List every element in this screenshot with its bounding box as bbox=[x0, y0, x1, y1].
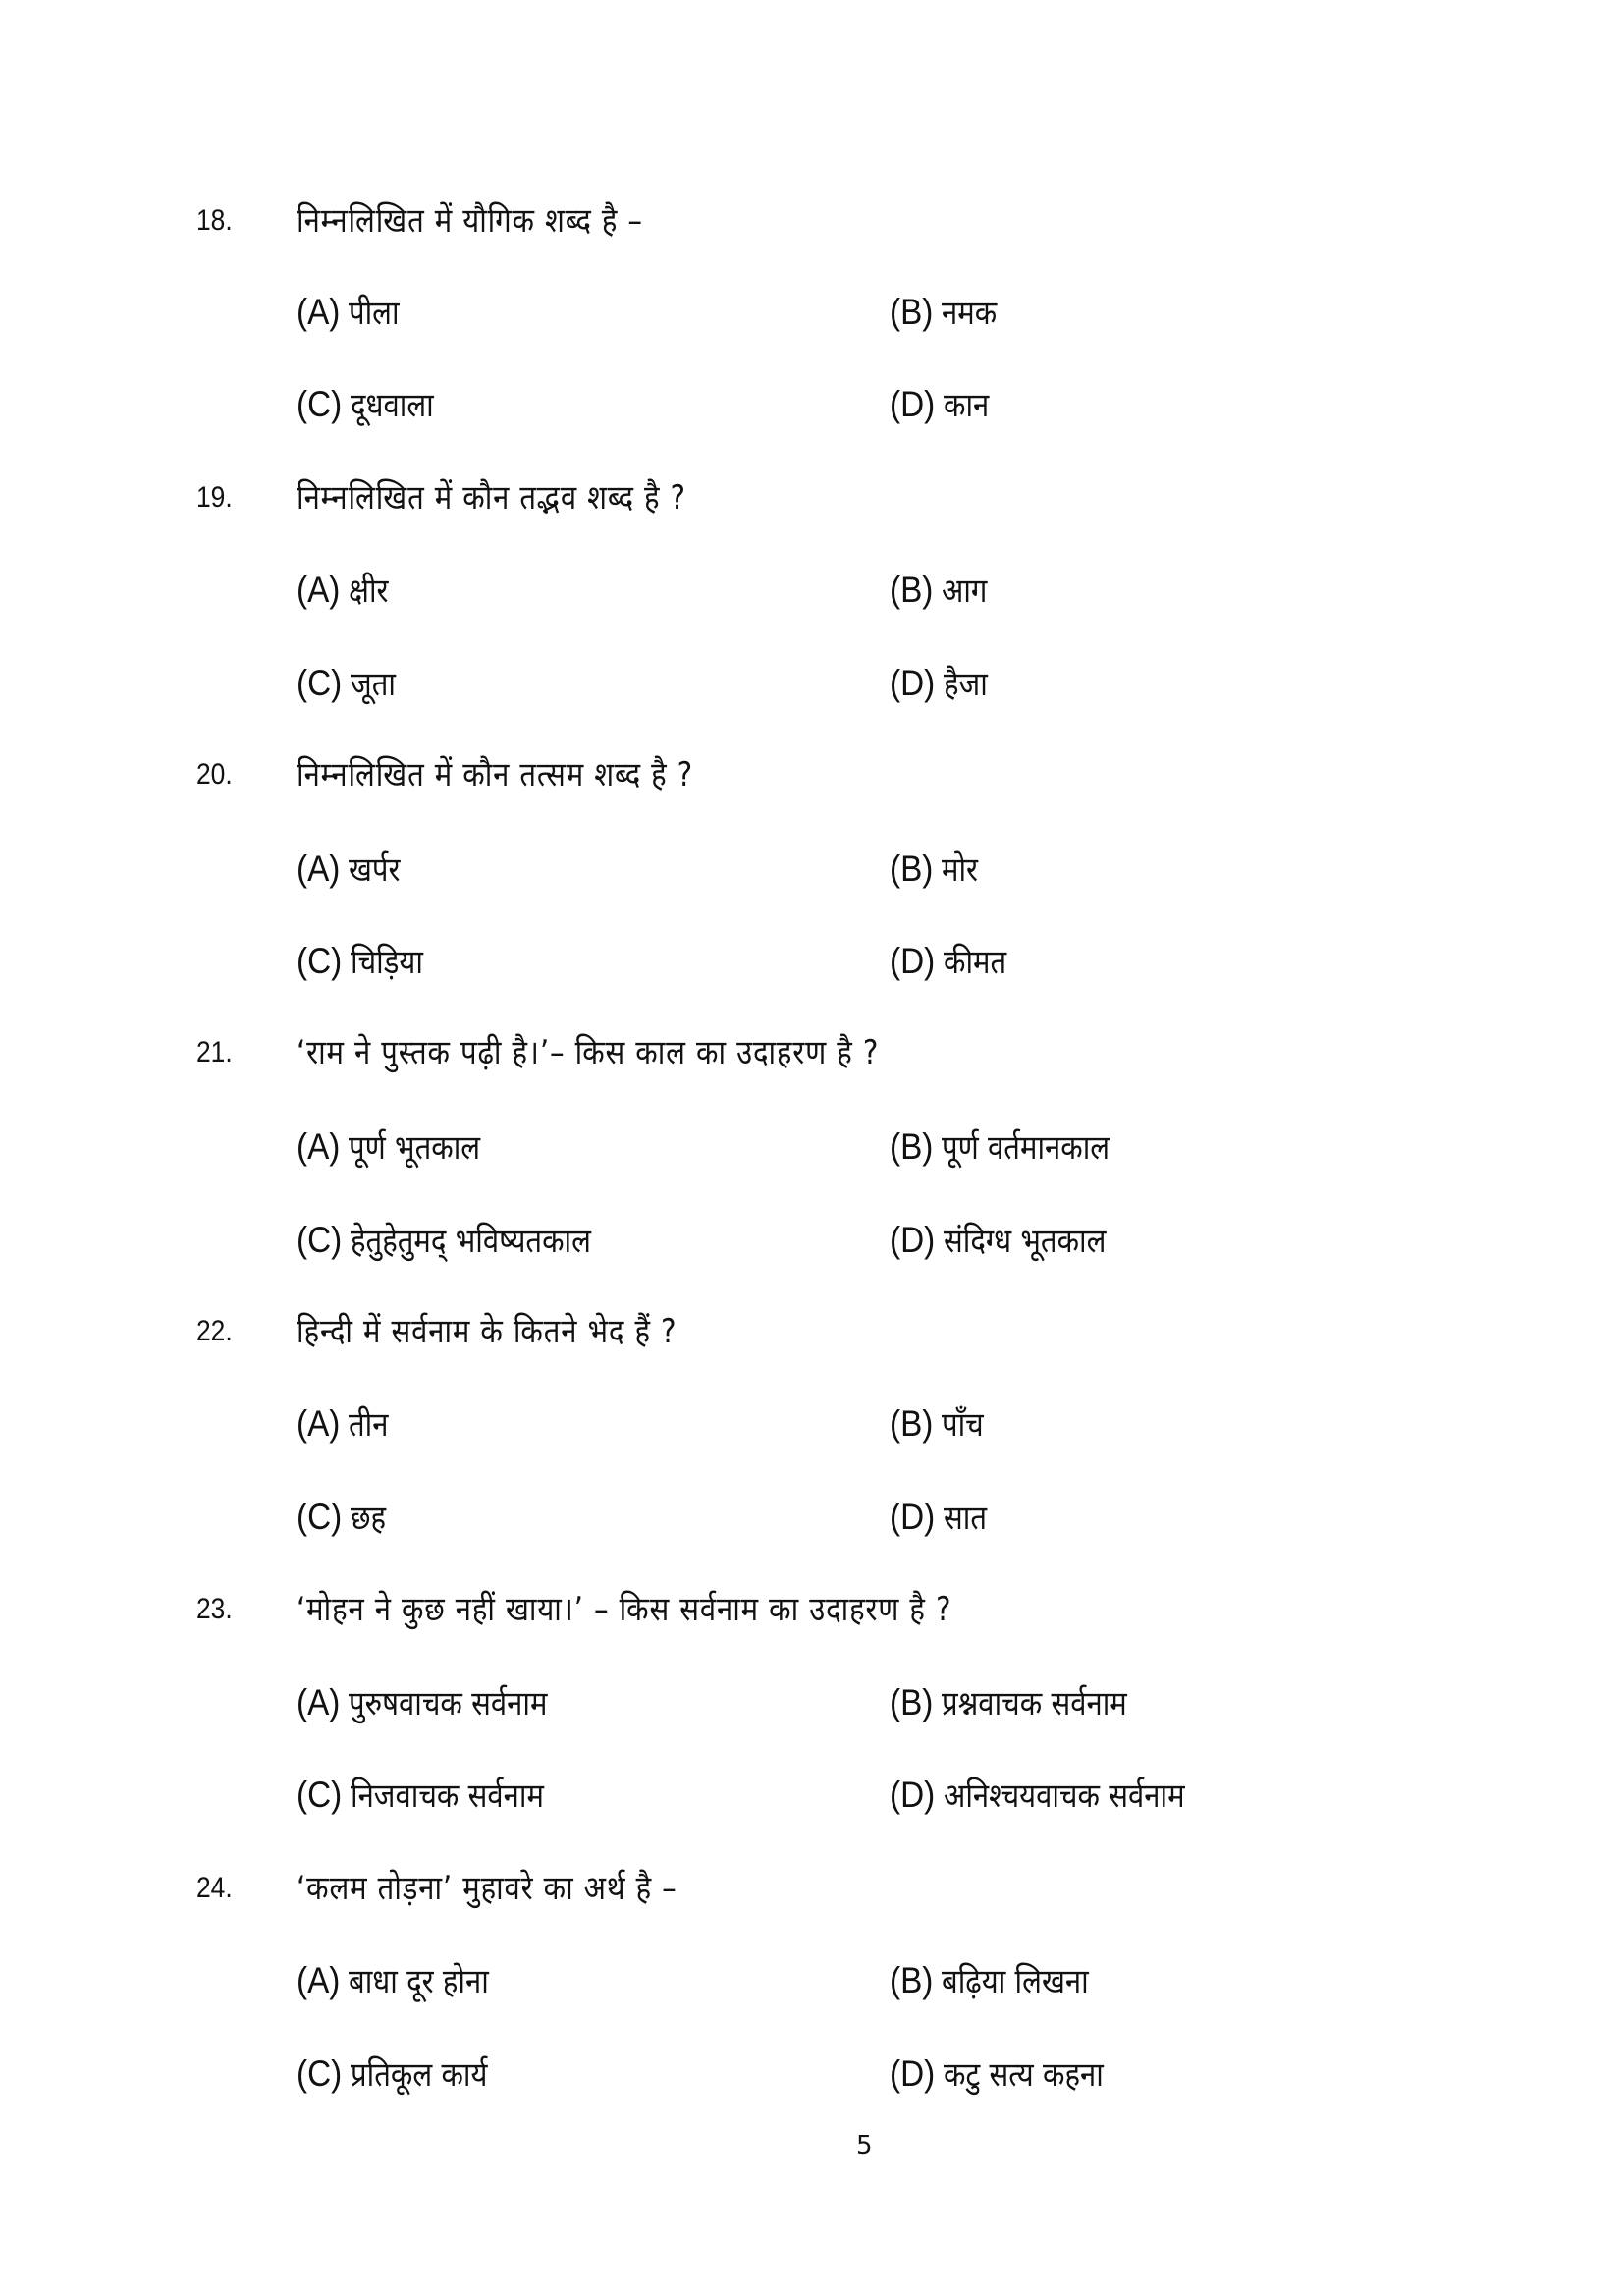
question-number: 23. bbox=[196, 1593, 233, 1625]
option-text: पूर्ण भूतकाल bbox=[349, 1128, 481, 1168]
option-c[interactable] bbox=[297, 1488, 392, 1548]
option-text: निजवाचक सर्वनाम bbox=[351, 1777, 545, 1816]
option-text: बढ़िया लिखना bbox=[942, 1962, 1090, 2001]
option-letter: (C) bbox=[297, 941, 343, 981]
option-b[interactable] bbox=[890, 561, 995, 621]
option-text: सात bbox=[944, 1499, 988, 1538]
question-number: 19. bbox=[196, 481, 233, 514]
question-number: 22. bbox=[196, 1315, 233, 1347]
option-letter: (D) bbox=[890, 663, 936, 703]
option-c[interactable] bbox=[297, 1766, 575, 1826]
option-letter: (C) bbox=[297, 2053, 343, 2094]
question-number: 18. bbox=[196, 204, 233, 237]
option-c[interactable] bbox=[297, 932, 435, 992]
option-letter: (B) bbox=[890, 292, 934, 332]
option-text: संदिग्ध भूतकाल bbox=[944, 1222, 1107, 1261]
question-text: ‘मोहन ने कुछ नहीं खाया।’ – किस सर्वनाम का उदाहरण है ? bbox=[297, 1590, 952, 1629]
option-letter: (C) bbox=[297, 384, 343, 424]
option-text: जूता bbox=[351, 665, 397, 704]
option-a[interactable] bbox=[297, 283, 407, 343]
question-text: ‘राम ने पुस्तक पढ़ी है।’– किस काल का उदाहरण है ? bbox=[297, 1033, 880, 1072]
option-letter: (A) bbox=[297, 1403, 341, 1444]
option-text: कीमत bbox=[944, 943, 1007, 982]
option-letter: (A) bbox=[297, 1126, 341, 1167]
option-letter: (D) bbox=[890, 2053, 936, 2094]
option-text: बाधा दूर होना bbox=[349, 1962, 490, 2001]
option-letter: (C) bbox=[297, 663, 343, 703]
option-a[interactable] bbox=[297, 1951, 512, 2011]
option-text: प्रतिकूल कार्य bbox=[351, 2055, 488, 2095]
option-c[interactable] bbox=[297, 654, 404, 714]
option-a[interactable] bbox=[297, 1118, 502, 1177]
option-letter: (B) bbox=[890, 570, 934, 610]
option-letter: (C) bbox=[297, 1775, 343, 1815]
option-text: तीन bbox=[349, 1405, 389, 1445]
option-a[interactable] bbox=[297, 1673, 580, 1733]
option-letter: (D) bbox=[890, 1220, 936, 1260]
option-d[interactable] bbox=[890, 1488, 995, 1548]
option-b[interactable] bbox=[890, 1394, 991, 1454]
option-letter: (A) bbox=[297, 1960, 341, 2000]
option-a[interactable] bbox=[297, 840, 408, 900]
option-text: दूधवाला bbox=[351, 386, 435, 425]
option-b[interactable] bbox=[890, 1673, 1158, 1733]
option-letter: (A) bbox=[297, 848, 341, 889]
option-letter: (B) bbox=[890, 1403, 934, 1444]
option-text: छह bbox=[351, 1499, 387, 1538]
option-d[interactable] bbox=[890, 1211, 1133, 1271]
option-b[interactable] bbox=[890, 1118, 1137, 1177]
option-a[interactable] bbox=[297, 561, 395, 621]
option-b[interactable] bbox=[890, 1951, 1112, 2011]
option-letter: (D) bbox=[890, 941, 936, 981]
option-text: मोर bbox=[942, 850, 979, 890]
question-number: 20. bbox=[196, 758, 233, 791]
option-text: पुरुषवाचक सर्वनाम bbox=[349, 1684, 548, 1723]
option-letter: (B) bbox=[890, 848, 934, 889]
option-text: चिड़िया bbox=[351, 943, 424, 982]
option-text: नमक bbox=[942, 294, 998, 333]
option-letter: (D) bbox=[890, 1497, 936, 1537]
option-letter: (C) bbox=[297, 1497, 343, 1537]
option-b[interactable] bbox=[890, 283, 1006, 343]
option-letter: (B) bbox=[890, 1682, 934, 1722]
option-text: अनिश्चयवाचक सर्वनाम bbox=[944, 1777, 1185, 1816]
question-text: निम्नलिखित में कौन तद्भव शब्द है ? bbox=[297, 478, 686, 518]
option-letter: (D) bbox=[890, 1775, 936, 1815]
option-d[interactable] bbox=[890, 1766, 1224, 1826]
option-letter: (C) bbox=[297, 1220, 343, 1260]
question-text: निम्नलिखित में कौन तत्सम शब्द है ? bbox=[297, 755, 694, 794]
option-text: प्रश्नवाचक सर्वनाम bbox=[942, 1684, 1128, 1723]
option-d[interactable] bbox=[890, 2045, 1130, 2105]
question-number: 21. bbox=[196, 1036, 233, 1068]
option-text: आग bbox=[942, 572, 988, 611]
option-c[interactable] bbox=[297, 375, 448, 435]
option-text: हेतुहेतुमद् भविष्यतकाल bbox=[351, 1222, 592, 1261]
option-b[interactable] bbox=[890, 840, 984, 900]
option-c[interactable] bbox=[297, 1211, 630, 1271]
option-letter: (B) bbox=[890, 1126, 934, 1167]
question-text: निम्नलिखित में यौगिक शब्द है – bbox=[297, 201, 643, 241]
question-text: ‘कलम तोड़ना’ मुहावरे का अर्थ है – bbox=[297, 1869, 677, 1908]
option-letter: (D) bbox=[890, 384, 936, 424]
page-number: 5 bbox=[856, 2131, 873, 2160]
option-letter: (A) bbox=[297, 292, 341, 332]
option-text: क्षीर bbox=[349, 572, 389, 611]
option-letter: (B) bbox=[890, 1960, 934, 2000]
option-d[interactable] bbox=[890, 654, 995, 714]
option-c[interactable] bbox=[297, 2045, 511, 2105]
option-letter: (A) bbox=[297, 1682, 341, 1722]
option-text: खर्पर bbox=[349, 850, 401, 890]
option-text: पाँच bbox=[942, 1405, 985, 1445]
option-text: हैजा bbox=[944, 665, 989, 704]
option-text: कटु सत्य कहना bbox=[944, 2055, 1105, 2095]
question-text: हिन्दी में सर्वनाम के कितने भेद हैं ? bbox=[297, 1312, 677, 1351]
option-text: पूर्ण वर्तमानकाल bbox=[942, 1128, 1110, 1168]
option-d[interactable] bbox=[890, 375, 997, 435]
option-letter: (A) bbox=[297, 570, 341, 610]
question-number: 24. bbox=[196, 1872, 233, 1904]
option-a[interactable] bbox=[297, 1394, 395, 1454]
option-text: कान bbox=[944, 386, 990, 425]
option-text: पीला bbox=[349, 294, 400, 333]
option-d[interactable] bbox=[890, 932, 1017, 992]
